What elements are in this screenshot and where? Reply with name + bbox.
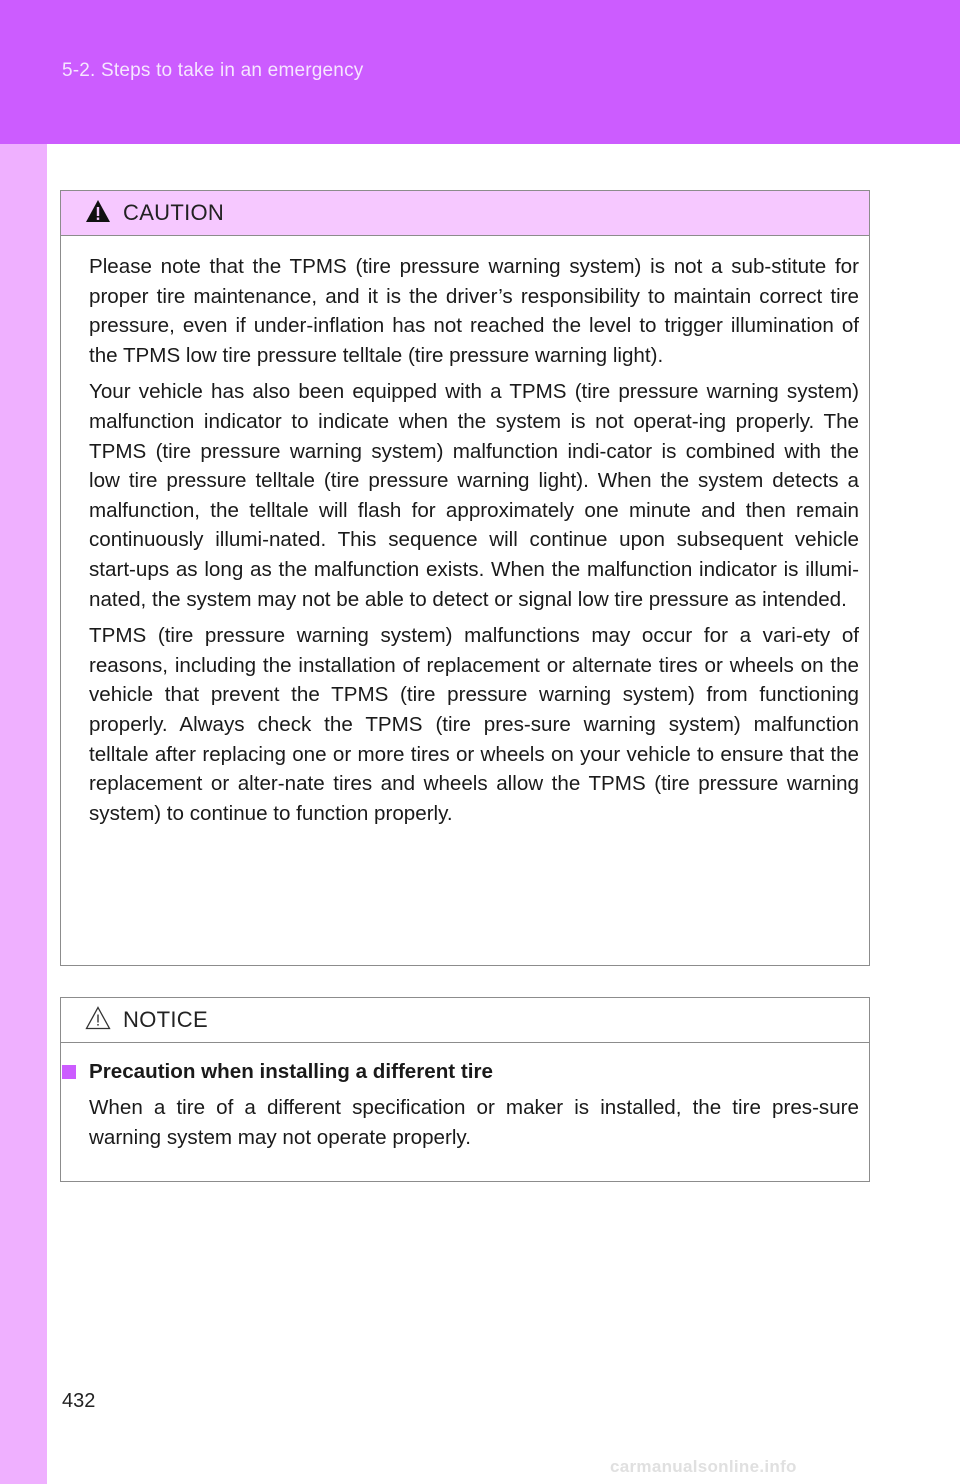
caution-body [61, 236, 869, 828]
side-strip [0, 144, 47, 1484]
caution-header [61, 191, 869, 236]
notice-box [60, 997, 870, 1182]
page-number: 432 [62, 1390, 96, 1412]
caution-paragraph: Please note that the TPMS (tire pressure warning system) is not a sub-stitute for proper tire maintenance, and it is the driver’s responsibility to maintain correct tire pressure, even if under-inflation has not reached the level to trigger illumination of the TPMS low tire pressure telltale (tire pressure warning light). [89, 255, 859, 367]
watermark: carmanualsonline.info [610, 1457, 797, 1476]
caution-paragraph: Your vehicle has also been equipped with a TPMS (tire pressure warning system) malfunction indicator to indicate when the system is not operat-ing properly. The TPMS (tire pressure warning system) malfunction indi-cator is combined with the low tire pressure telltale (tire pressure warning light). When the system detects a malfunction, the telltale will flash for approximately one minute and then remain continuously illumi-nated. This sequence will continue upon subsequent vehicle start-ups as long as the malfunction exists. When the malfunction indicator is illumi-nated, the system may not be able to detect or signal low tire pressure as intended. [89, 380, 859, 611]
notice-heading [70, 1057, 859, 1086]
warning-triangle-icon [85, 199, 111, 223]
notice-body [61, 1043, 869, 1152]
notice-header [61, 998, 869, 1043]
bullet-square-icon [62, 1065, 76, 1079]
notice-heading-text: Precaution when installing a different tire [89, 1060, 493, 1083]
notice-title: NOTICE [123, 1007, 208, 1032]
section-title: 5-2. Steps to take in an emergency [62, 60, 364, 81]
caution-box [60, 190, 870, 966]
caution-paragraph: TPMS (tire pressure warning system) malfunctions may occur for a vari-ety of reasons, including the installation of replacement or alternate tires or wheels on the vehicle that prevent the TPMS (tire pressure warning system) from functioning properly. Always check the TPMS (tire pres-sure warning system) malfunction telltale after replacing one or more tires or wheels on your vehicle to ensure that the replacement or alter-nate tires and wheels allow the TPMS (tire pressure warning system) to continue to function properly. [89, 624, 859, 825]
caution-title: CAUTION [123, 200, 225, 225]
warning-triangle-outline-icon [85, 1006, 111, 1030]
notice-paragraph: When a tire of a different specification or maker is installed, the tire pres-sure warning system may not operate properly. [89, 1096, 859, 1149]
